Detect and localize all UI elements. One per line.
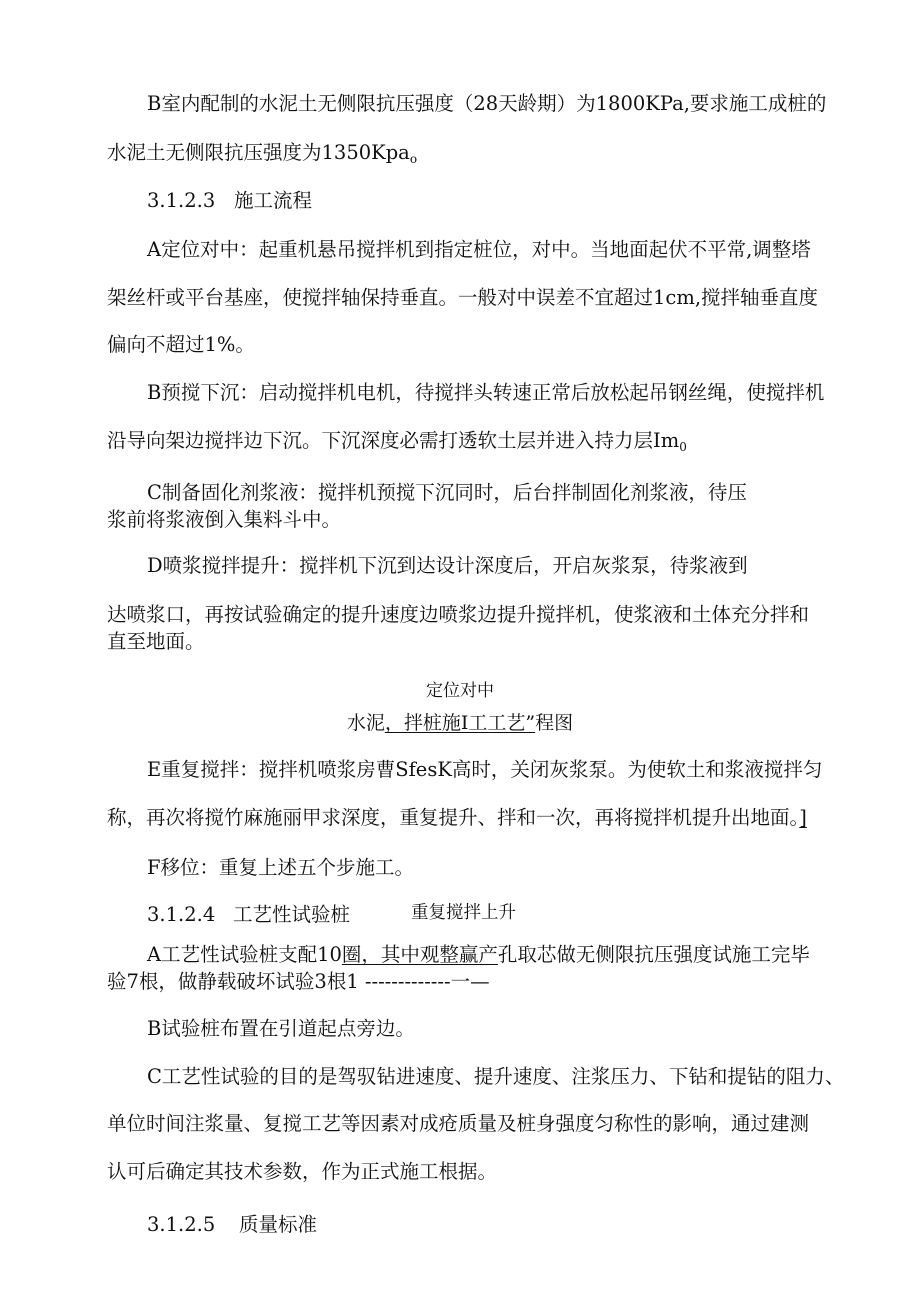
- paragraph-line: 直至地面。: [107, 630, 205, 653]
- paragraph-line: F移位：重复上述五个步施工。: [147, 856, 415, 879]
- text: 沿导向架边搅拌边下沉。下沉深度必需打透软土层并进入持力层Im: [107, 429, 680, 452]
- text: ]: [799, 806, 807, 829]
- paragraph-line: [107, 431, 687, 453]
- text: 程图: [535, 712, 574, 734]
- paragraph-line: 认可后确定其技术参数，作为正式施工根据。: [107, 1160, 498, 1183]
- paragraph-line: [107, 808, 807, 828]
- subscript: 0: [679, 440, 687, 454]
- paragraph-line: 架丝杆或平台基座，使搅拌轴保持垂直。一般对中误差不宜超过1cm,搅拌轴垂直度: [107, 286, 819, 309]
- paragraph-line: 达喷浆口，再按试验确定的提升速度边喷浆边提升搅拌机，使浆液和土体充分拌和: [107, 603, 810, 626]
- section-number: 3.1.2.4: [147, 903, 216, 926]
- subscript: o: [409, 152, 418, 166]
- section-number: 3.1.2.3: [147, 189, 216, 212]
- paragraph-line: D喷浆搅拌提升：搅拌机下沉到达设计深度后，开启灰浆泵，待浆液到: [147, 554, 748, 577]
- paragraph-line: [147, 945, 810, 965]
- paragraph-line: C制备固化剂浆液：搅拌机预搅下沉同时，后台拌制固化剂浆液，待压: [147, 481, 747, 504]
- text: 称，再次将搅竹麻施丽甲求深度，重复提升、拌和一次，再将搅拌机提升出地面。: [107, 806, 800, 829]
- paragraph-line: A定位对中：起重机悬吊搅拌机到指定桩位，对中。当地面起伏不平常,调整塔: [147, 238, 811, 261]
- text: 圈，其中观整赢产: [341, 943, 498, 966]
- text: 水泥: [346, 712, 385, 734]
- figure-label: 定位对中: [426, 681, 494, 701]
- text: 水泥土无侧限抗压强度为1350Kpa: [107, 141, 410, 164]
- paragraph-line: [107, 143, 417, 165]
- section-title: 施工流程: [234, 189, 313, 212]
- text: ，拌桩施I工工艺”: [384, 712, 536, 734]
- paragraph-line: 浆前将浆液倒入集料斗中。: [107, 508, 342, 531]
- text: 孔取芯做无侧限抗压强度试施工完毕: [497, 943, 810, 966]
- paragraph-line: 偏向不超过1%。: [107, 333, 255, 356]
- section-title: 工艺性试验桩: [233, 903, 351, 926]
- paragraph-line: E重复搅拌：搅拌机喷浆房曹SfesK高时，关闭灰浆泵。为使软土和浆液搅拌匀: [147, 758, 823, 781]
- figure-caption: [0, 714, 920, 733]
- flow-label: 重复搅拌上升: [411, 903, 516, 923]
- section-number: 3.1.2.5: [147, 1213, 216, 1236]
- paragraph-line: 单位时间注浆量、复搅工艺等因素对成疮质量及桩身强度匀称性的影响，通过建测: [107, 1112, 810, 1135]
- paragraph-line: B室内配制的水泥土无侧限抗压强度（28天龄期）为1800KPa,要求施工成桩的: [147, 92, 827, 115]
- text: A工艺性试验桩支配10: [147, 943, 342, 966]
- paragraph-line: B预搅下沉：启动搅拌机电机，待搅拌头转速正常后放松起吊钢丝绳，使搅拌机: [147, 381, 825, 404]
- paragraph-line: C工艺性试验的目的是驾驭钻进速度、提升速度、注浆压力、下钻和提钻的阻力、: [147, 1065, 845, 1088]
- paragraph-line: 验7根，做静载破坏试验3根1 -------------一—: [107, 970, 490, 993]
- paragraph-line: B试验桩布置在引道起点旁边。: [147, 1017, 415, 1040]
- section-title: 质量标准: [239, 1213, 318, 1236]
